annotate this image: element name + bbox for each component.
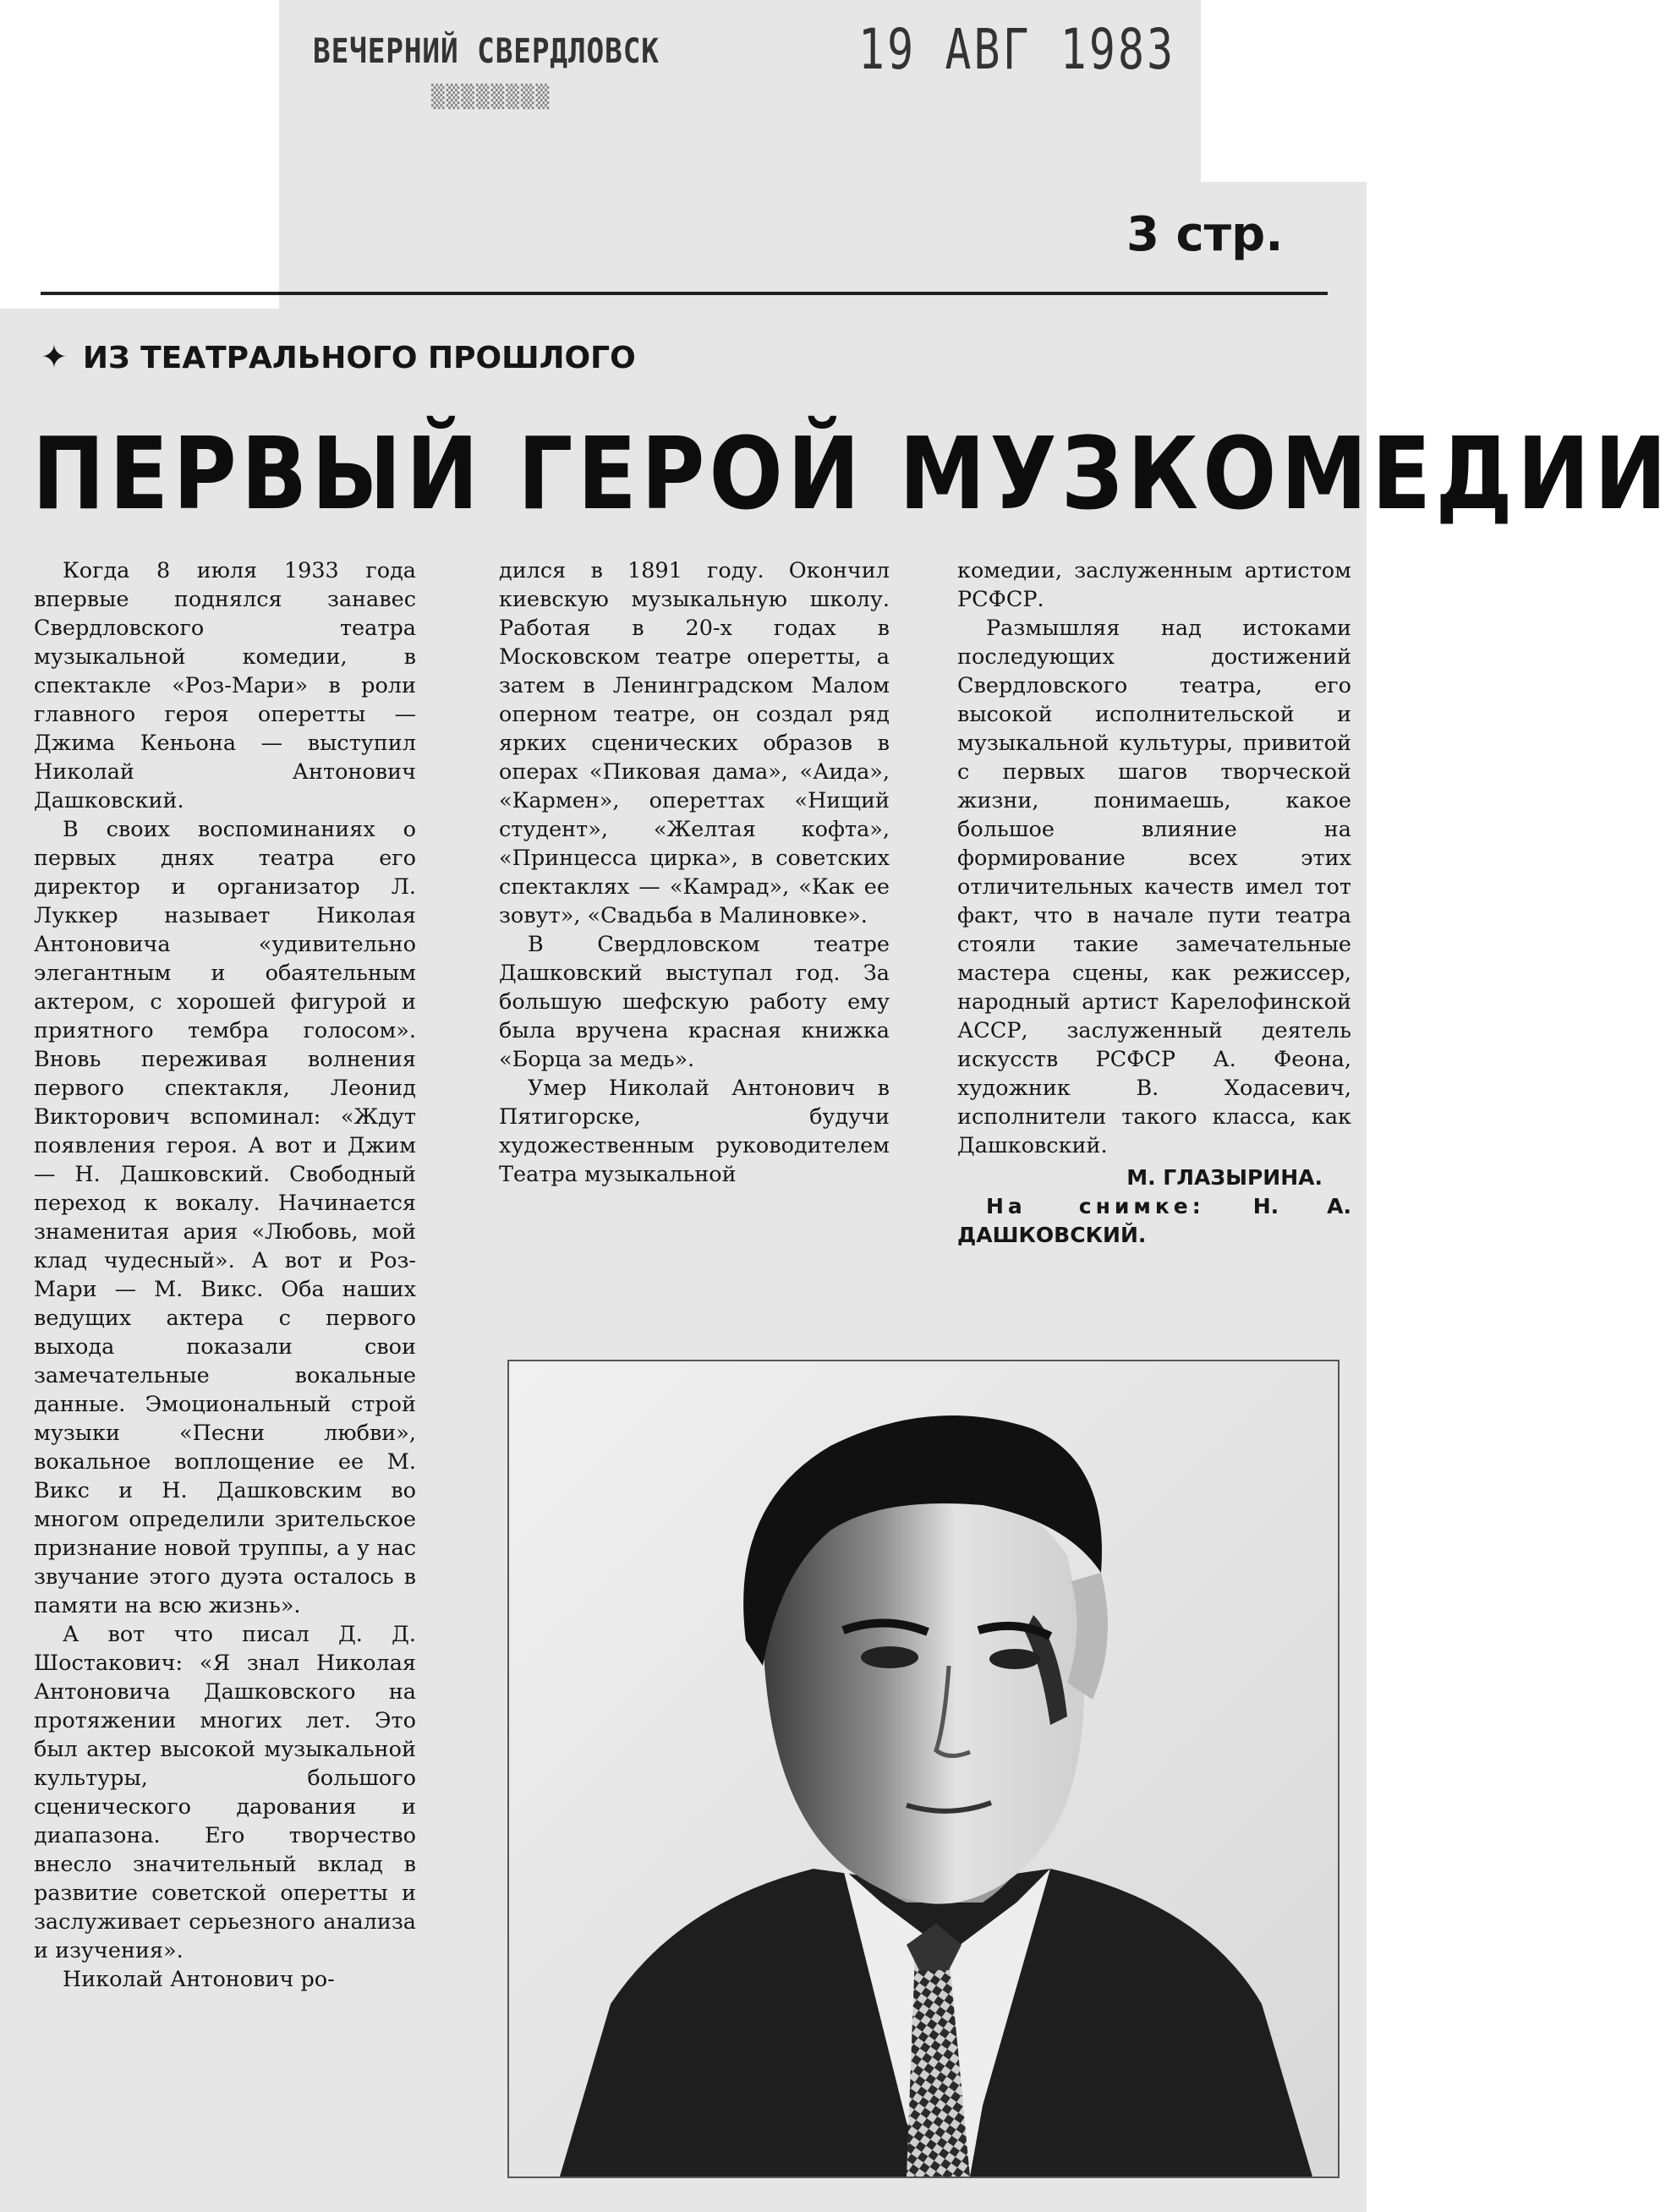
caption-label: На снимке: bbox=[986, 1194, 1205, 1218]
paragraph: дился в 1891 году. Окончил киевскую музыкальную школу. Работая в 20-х годах в Московском театре оперетты, а затем в Ленинградском Малом оперном театре, он создал ряд ярких сценических образов в операх «Пиковая дама», «Аида», «Кармен», опереттах «Нищий студент», «Желтая кофта», «Принцесса цирка», в советских спектаклях — «Камрад», «Как ее зовут», «Свадьба в Малиновке». bbox=[499, 558, 890, 928]
star-icon: ✦ bbox=[41, 338, 68, 375]
article-title: ПЕРВЫЙ ГЕРОЙ МУЗКОМЕДИИ bbox=[32, 415, 1671, 532]
page-number: 3 стр. bbox=[1126, 207, 1284, 262]
portrait-illustration bbox=[509, 1361, 1338, 2176]
newspaper-name-stamp: ВЕЧЕРНИЙ СВЕРДЛОВСК bbox=[313, 32, 660, 71]
author-signature: М. ГЛАЗЫРИНА. bbox=[1126, 1165, 1323, 1190]
article-column-2 bbox=[499, 556, 890, 1189]
caption-text: Н. А. ДАШКОВСКИЙ. bbox=[957, 1194, 1351, 1247]
portrait-photo bbox=[507, 1360, 1340, 2178]
paragraph: А вот что писал Д. Д. Шостакович: «Я знал Николая Антоновича Дашковского на протяжении многих лет. Это был актер высокой музыкальной культуры, большого сценического дарования и диапазона. Его творчество внесло значительный вклад в развитие советской оперетты и заслуживает серьезного анализа и изучения». bbox=[34, 1622, 416, 1963]
stamp-subline: ▒▒▒▒▒▒▒▒ bbox=[431, 85, 551, 110]
header-rule bbox=[41, 292, 1328, 295]
paragraph: В Свердловском театре Дашковский выступал год. За большую шефскую работу ему была вручена красная книжка «Борца за медь». bbox=[499, 932, 890, 1072]
paragraph: комедии, заслуженным артистом РСФСР. bbox=[957, 558, 1351, 612]
paragraph: Умер Николай Антонович в Пятигорске, будучи художественным руководителем Театра музыкальной bbox=[499, 1076, 890, 1187]
article-column-3 bbox=[957, 556, 1351, 1250]
rubric-label: ИЗ ТЕАТРАЛЬНОГО ПРОШЛОГО bbox=[82, 341, 636, 375]
photo-caption bbox=[957, 1192, 1351, 1250]
date-stamp: 19 АВГ 1983 bbox=[858, 17, 1176, 82]
rubric bbox=[41, 338, 636, 375]
paragraph: Размышляя над истоками последующих достижений Свердловского театра, его высокой исполнительской и музыкальной культуры, привитой с первых шагов творческой жизни, понимаешь, какое большое влияние на формирование всех этих отличительных качеств имел тот факт, что в начале пути театра стояли такие замечательные мастера сцены, как режиссер, народный артист Карелофинской АССР, заслуженный деятель искусств РСФСР А. Феона, художник В. Ходасевич, исполнители такого класса, как Дашковский. bbox=[957, 616, 1351, 1158]
paragraph: Когда 8 июля 1933 года впервые поднялся занавес Свердловского театра музыкальной комедии, в спектакле «Роз-Мари» в роли главного героя оперетты — Джима Кеньона — выступил Николай Антонович Дашковский. bbox=[34, 558, 416, 813]
paragraph: Николай Антонович ро- bbox=[63, 1967, 335, 1992]
article-column-1 bbox=[34, 556, 416, 1994]
paragraph: В своих воспоминаниях о первых днях театра его директор и организатор Л. Луккер называет Николая Антоновича «удивительно элегантным и обаятельным актером, с хорошей фигурой и приятного тембра голосом». Вновь переживая волнения первого спектакля, Леонид Викторович вспоминал: «Ждут появления героя. А вот и Джим — Н. Дашковский. Свободный переход к вокалу. Начинается знаменитая ария «Любовь, мой клад чудесный». А вот и Роз-Мари — М. Викс. Оба наших ведущих актера с первого выхода показали свои замечательные вокальные данные. Эмоциональный строй музыки «Песни любви», вокальное воплощение ее М. Викс и Н. Дашковским во многом определили зрительское признание новой труппы, а у нас звучание этого дуэта осталось в памяти на всю жизнь». bbox=[34, 817, 416, 1618]
